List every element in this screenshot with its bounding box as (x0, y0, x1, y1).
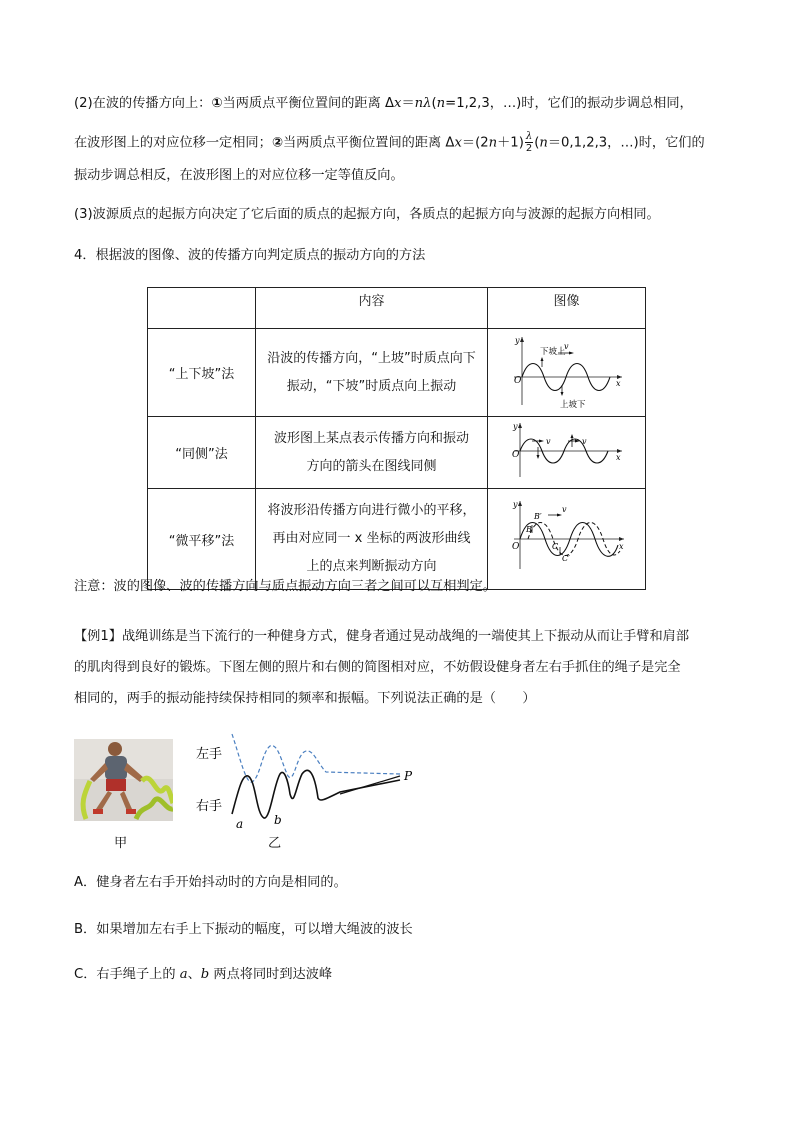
table-header-cell (256, 288, 488, 329)
paren: ( (431, 96, 437, 111)
var-x: x (454, 135, 462, 151)
micro-shift-wave-figure (488, 489, 645, 585)
left-hand-label: 左手 (196, 747, 223, 762)
right-hand-label: 右手 (196, 799, 223, 814)
header-image: 图像 (553, 294, 580, 309)
para2-text: ＝(2 (461, 135, 489, 151)
velocity-label: v (582, 437, 587, 446)
heading-4: 4．根据波的图像、波的传播方向判定质点的振动方向的方法 (74, 248, 426, 263)
header-content: 内容 (358, 294, 385, 309)
content-line: 再由对应同一 x 坐标的两波形曲线 (272, 531, 471, 546)
content-line: 沿波的传播方向，“上坡”时质点向下 (267, 350, 476, 366)
fraction-denominator: 2 (525, 143, 533, 154)
table-header-cell (488, 288, 646, 329)
velocity-label: v (562, 505, 567, 514)
point-a-label: a (236, 817, 244, 831)
uphill-label: 上坡下 (560, 400, 586, 410)
method-name: “同侧”法 (148, 417, 256, 489)
var-lambda: λ (423, 96, 432, 111)
option-c-text: 、 (187, 967, 201, 982)
table-row (148, 489, 646, 590)
fraction-lambda-over-2 (525, 131, 533, 154)
rope-wave-diagram (190, 728, 430, 838)
option-c[interactable] (74, 965, 332, 985)
method-content (256, 329, 488, 417)
velocity-label: v (564, 342, 569, 351)
para2-text: ＝0,1,2,3，…)时，它们的 (547, 135, 705, 151)
method-figure (488, 489, 646, 590)
method-figure (488, 329, 646, 417)
para2-text: ＋1) (497, 135, 524, 151)
circle-number-2: ② (271, 135, 283, 151)
var-n: n (414, 96, 424, 111)
fraction-numerator: λ (525, 131, 533, 142)
para2-text: =1,2,3，…)时，它们的振动步调总相同， (445, 96, 693, 111)
x-axis-label: x (616, 453, 621, 462)
origin-label: O (512, 450, 520, 460)
option-c-text: C．右手绳子上的 (74, 967, 180, 982)
para3: (3)波源质点的起振方向决定了它后面的质点的起振方向，各质点的起振方向与波源的起振方向相同。 (74, 207, 660, 222)
y-axis-label: y (515, 336, 520, 345)
para2-text: 当两质点平衡位置间的距离 Δ (222, 96, 395, 111)
var-b: b (200, 967, 210, 982)
method-content (256, 417, 488, 489)
para2-intro: (2)在波的传播方向上： (74, 96, 212, 111)
origin-label: O (514, 376, 522, 386)
para2-line1 (74, 94, 693, 114)
option-c-text: 两点将同时到达波峰 (209, 967, 333, 982)
content-line: 将波形沿传播方向进行微小的平移， (267, 503, 476, 518)
example-line: 相同的，两手的振动能持续保持相同的频率和振幅。下列说法正确的是（ ） (74, 691, 536, 706)
var-n: n (539, 135, 548, 151)
para2-text: 在波形图上的对应位移一定相同； (74, 135, 272, 151)
point-b-label: B (526, 525, 532, 534)
origin-label: O (512, 542, 520, 552)
method-name: “微平移”法 (148, 489, 256, 590)
equals: ＝ (401, 96, 415, 111)
example-line: 的肌肉得到良好的锻炼。下图左侧的照片和右侧的简图相对应，不妨假设健身者左右手抓住的绳子是完全 (74, 660, 681, 675)
content-line: 上的点来判断振动方向 (306, 559, 437, 574)
battle-rope-photo (74, 739, 173, 821)
table-header-cell (148, 288, 256, 329)
var-n: n (488, 135, 498, 151)
option-a[interactable]: A．健身者左右手开始抖动时的方向是相同的。 (74, 875, 347, 890)
table-row (148, 417, 646, 489)
method-name: “上下坡”法 (148, 329, 256, 417)
downhill-label: 下坡上 (540, 347, 566, 357)
note: 注意：波的图像、波的传播方向与质点振动方向三者之间可以互相判定。 (74, 579, 496, 594)
content-line: 波形图上某点表示传播方向和振动 (273, 430, 469, 446)
y-axis-label: y (513, 500, 518, 509)
option-b[interactable]: B．如果增加左右手上下振动的幅度，可以增大绳波的波长 (74, 922, 413, 937)
point-c-label: C (552, 542, 559, 551)
para2-line2 (74, 131, 705, 154)
table-row (148, 329, 646, 417)
paren: ( (534, 135, 540, 151)
point-p-label: P (404, 769, 413, 783)
point-b-prime-label: B′ (534, 512, 542, 521)
same-side-wave-figure (488, 417, 645, 484)
point-c-prime-label: C′ (562, 554, 570, 563)
caption-jia: 甲 (114, 836, 128, 851)
example-line: 【例1】战绳训练是当下流行的一种健身方式，健身者通过晃动战绳的一端使其上下振动从而让手臂和肩部 (74, 629, 690, 644)
content-line: 振动，“下坡”时质点向上振动 (286, 378, 457, 394)
circle-number-1: ① (211, 96, 223, 111)
method-content (256, 489, 488, 590)
point-b-label: b (274, 813, 282, 827)
var-x: x (394, 96, 402, 111)
content-line: 方向的箭头在图线同侧 (306, 458, 437, 474)
x-axis-label: x (616, 379, 621, 388)
method-table (147, 287, 646, 590)
x-axis-label: x (619, 542, 624, 551)
uphill-downhill-wave-figure (488, 329, 645, 412)
para2-text: 当两质点平衡位置间的距离 Δ (282, 135, 455, 151)
method-figure (488, 417, 646, 489)
var-n: n (436, 96, 446, 111)
var-a: a (179, 967, 188, 982)
velocity-label: v (546, 437, 551, 446)
caption-yi: 乙 (268, 836, 282, 851)
y-axis-label: y (513, 422, 518, 431)
para2-line3: 振动步调总相反，在波形图上的对应位移一定等值反向。 (74, 168, 404, 183)
table-header-row (148, 288, 646, 329)
